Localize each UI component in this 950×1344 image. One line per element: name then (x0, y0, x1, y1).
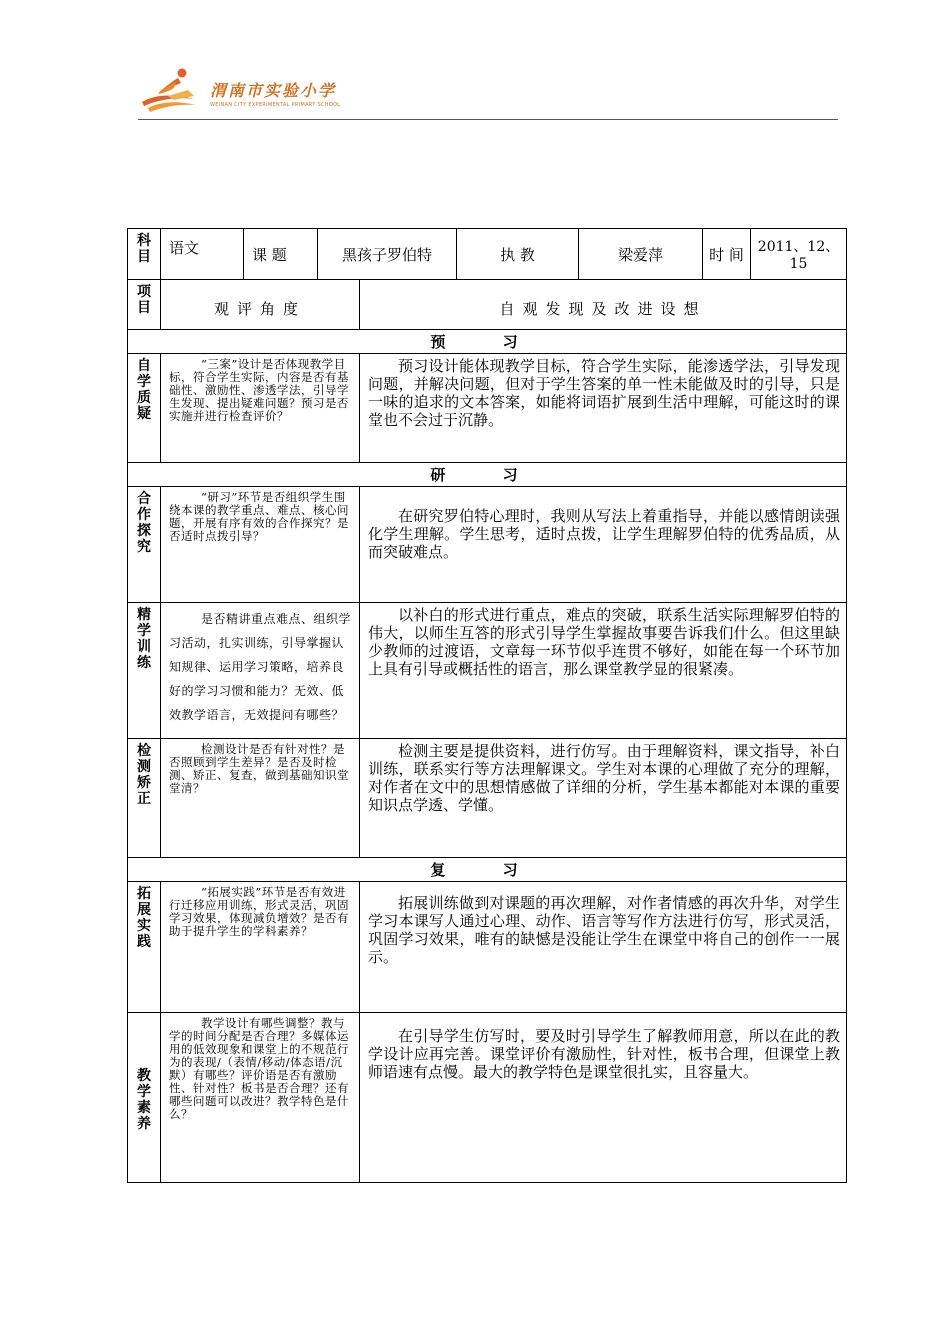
reflection-header: 自观发现及改进设想 (360, 280, 847, 330)
eval-row-literacy (128, 1013, 847, 1183)
section-study: 研 习 (128, 463, 847, 487)
school-name-english: WEINAN CITY EXPERIMENTAL PRIMARY SCHOOL (210, 102, 341, 108)
time-value: 2011、12、15 (751, 229, 847, 280)
section-preview: 预 习 (128, 330, 847, 354)
eval-row-cooperative (128, 487, 847, 603)
subject-label: 科目 (128, 229, 161, 280)
eval-row-testing (128, 739, 847, 858)
teacher-value: 梁爱萍 (579, 229, 703, 280)
subject-value: 语文 (161, 229, 244, 280)
eval-row-intensive (128, 603, 847, 739)
observation-question: “拓展实践”环节是否有效进行迁移应用训练，形式灵活，巩固学习效果，体现减负增效？是否有助于提升学生的学科素养？ (161, 882, 360, 1013)
observation-question: “研习”环节是否组织学生围绕本课的教学重点、难点、核心问题，开展有序有效的合作探究？是否适时点拨引导？ (161, 487, 360, 603)
observation-question: 检测设计是否有针对性？是否照顾到学生差异？是否及时检测、矫正、复查，做到基础知识堂堂清？ (161, 739, 360, 858)
item-label: 项目 (128, 280, 161, 330)
section-study-row (128, 463, 847, 487)
school-logo-icon (138, 64, 206, 114)
row-label: 检测矫正 (128, 739, 161, 858)
time-label: 时 间 (703, 229, 751, 280)
observation-question: 是否精讲重点难点、组织学习活动，扎实训练，引导掌握认知规律、运用学习策略，培养良好的学习习惯和能力？无效、低效教学语言，无效提问有哪些？ (161, 603, 360, 739)
observation-question: 教学设计有哪些调整？教与学的时间分配是否合理？多媒体运用的低效现象和课堂上的不规范行为的表现/（表情/移动/体态语/沉默）有哪些？评价语是否有激励性、针对性？板书是否合理？还有哪些问题可以改进？教学特色是什么？ (161, 1013, 360, 1183)
reflection-answer: 在引导学生仿写时，要及时引导学生了解教师用意，所以在此的教学设计应再完善。课堂评价有激励性，针对性，板书合理，但课堂上教师语速有点慢。最大的教学特色是课堂很扎实，且容量大。 (360, 1013, 847, 1183)
reflection-answer: 预习设计能体现教学目标，符合学生实际，能渗透学法，引导发现问题，并解决问题，但对于学生答案的单一性未能做及时的引导，只是一味的追求的文本答案，如能将词语扩展到生活中理解，可能这时的课堂也不会过于沉静。 (360, 354, 847, 463)
reflection-answer: 检测主要是提供资料，进行仿写。由于理解资料，课文指导，补白训练，联系实行等方法理解课文。学生对本课的心理做了充分的理解，对作者在文中的思想情感做了详细的分析，学生基本都能对本课的重要知识点学透、学懂。 (360, 739, 847, 858)
topic-value: 黑孩子罗伯特 (318, 229, 457, 280)
row-label: 教学素养 (128, 1013, 161, 1183)
reflection-answer: 在研究罗伯特心理时，我则从写法上着重指导，并能以感情朗读强化学生理解。学生思考，适时点拨，让学生理解罗伯特的优秀品质，从而突破难点。 (360, 487, 847, 603)
reflection-answer: 拓展训练做到对课题的再次理解，对作者情感的再次升华，对学生学习本课写人通过心理、动作、语言等写作方法进行仿写，形式灵活，巩固学习效果，唯有的缺憾是没能让学生在课堂中将自己的创作一一展示。 (360, 882, 847, 1013)
school-name: 渭南市实验小学 (210, 81, 337, 100)
lesson-evaluation-table (127, 228, 847, 1183)
eval-row-extension (128, 882, 847, 1013)
column-header-row (128, 280, 847, 330)
row-label: 合作探究 (128, 487, 161, 603)
header-divider (138, 119, 838, 120)
row-label: 自学质疑 (128, 354, 161, 463)
teacher-label: 执 教 (457, 229, 579, 280)
angle-header: 观评角度 (161, 280, 360, 330)
observation-question: “三案”设计是否体现教学目标，符合学生实际，内容是否有基础性、激励性、渗透学法，引导学生发现、提出疑难问题？预习是否实施并进行检查评价？ (161, 354, 360, 463)
eval-row-self-study (128, 354, 847, 463)
section-preview-row (128, 330, 847, 354)
school-header (138, 60, 838, 122)
row-label: 精学训练 (128, 603, 161, 739)
topic-label: 课 题 (244, 229, 318, 280)
reflection-answer: 以补白的形式进行重点，难点的突破，联系生活实际理解罗伯特的伟大，以师生互答的形式引导学生掌握故事要告诉我们什么。但这里缺少教师的过渡语，文章每一环节似乎连贯不够好，如能在每一个环节加上具有引导或概括性的语言，那么课堂教学显的很紧凑。 (360, 603, 847, 739)
section-review: 复 习 (128, 858, 847, 882)
section-review-row (128, 858, 847, 882)
row-label: 拓展实践 (128, 882, 161, 1013)
info-row (128, 229, 847, 280)
